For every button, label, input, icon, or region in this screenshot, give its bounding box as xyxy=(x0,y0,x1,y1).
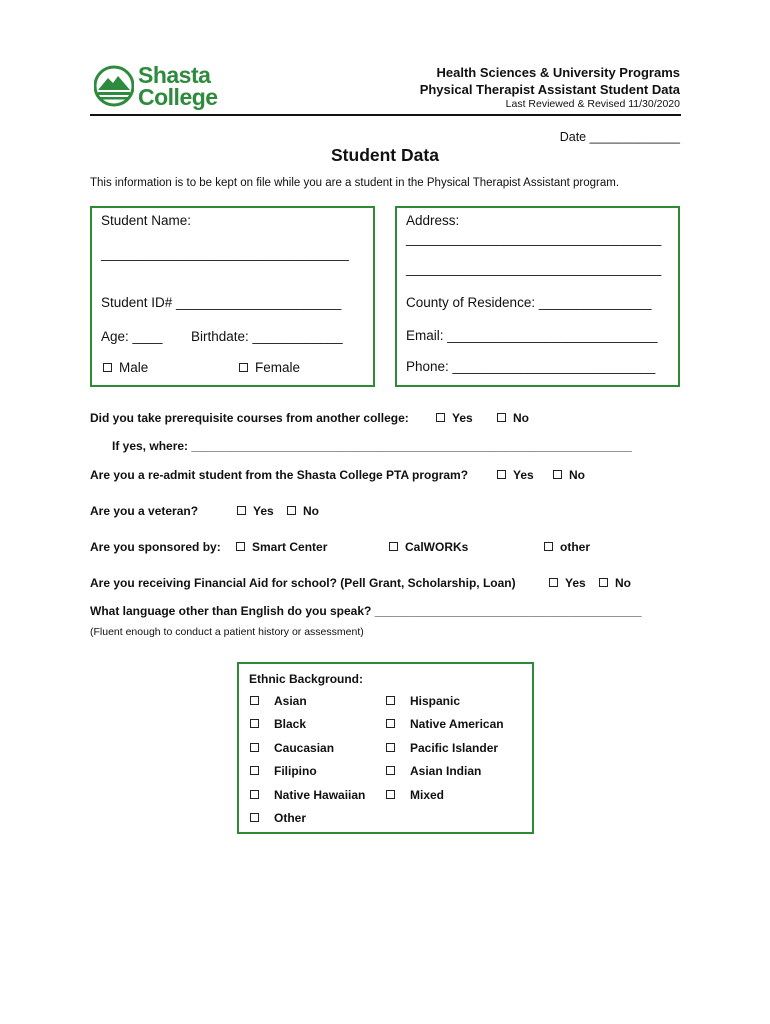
ethnic-label: Asian Indian xyxy=(410,764,482,778)
finaid-no-option[interactable] xyxy=(599,576,631,590)
ethnic-label: Asian xyxy=(274,694,307,708)
ethnic-option-other[interactable] xyxy=(250,811,306,825)
ethnic-option-black[interactable] xyxy=(250,717,306,731)
prereq-no-label: No xyxy=(513,411,529,425)
smart-center-option[interactable] xyxy=(236,540,327,554)
student-name-field[interactable]: _________________________________ xyxy=(101,246,349,261)
ethnic-option-native-hawaiian[interactable] xyxy=(250,788,365,802)
veteran-question: Are you a veteran? xyxy=(90,504,199,518)
finaid-yes-label: Yes xyxy=(565,576,586,590)
other-sponsor-label: other xyxy=(560,540,590,554)
calworks-option[interactable] xyxy=(389,540,468,554)
ethnic-label: Hispanic xyxy=(410,694,461,708)
ethnic-option-mixed[interactable] xyxy=(386,788,444,802)
language-note: (Fluent enough to conduct a patient history or assessment) xyxy=(90,626,364,638)
ethnic-label: Other xyxy=(274,811,307,825)
other-sponsor-checkbox[interactable] xyxy=(544,542,553,551)
veteran-no-label: No xyxy=(303,504,319,518)
other-sponsor-option[interactable] xyxy=(544,540,590,554)
county-field[interactable]: County of Residence: _______________ xyxy=(406,295,652,310)
veteran-yes-label: Yes xyxy=(253,504,274,518)
ethnic-checkbox[interactable] xyxy=(250,743,259,752)
finaid-no-checkbox[interactable] xyxy=(599,578,608,587)
male-checkbox[interactable] xyxy=(103,363,112,372)
ethnic-checkbox[interactable] xyxy=(250,813,259,822)
student-name-label: Student Name: xyxy=(101,213,192,228)
prereq-yes-option[interactable] xyxy=(436,411,473,425)
male-label: Male xyxy=(119,360,149,375)
ethnic-label: Caucasian xyxy=(274,741,335,755)
ethnic-label: Filipino xyxy=(274,764,317,778)
header-department: Health Sciences & University Programs xyxy=(436,65,680,80)
ethnic-option-asian-indian[interactable] xyxy=(386,764,481,778)
veteran-yes-option[interactable] xyxy=(237,504,274,518)
readmit-no-label: No xyxy=(569,468,585,482)
address-line-2[interactable]: __________________________________ xyxy=(406,261,662,276)
ethnic-label: Native Hawaiian xyxy=(274,788,366,802)
readmit-no-option[interactable] xyxy=(553,468,585,482)
ethnic-option-native-american[interactable] xyxy=(386,717,504,731)
veteran-yes-checkbox[interactable] xyxy=(237,506,246,515)
ethnic-label: Mixed xyxy=(410,788,445,802)
veteran-no-checkbox[interactable] xyxy=(287,506,296,515)
student-id-field[interactable]: Student ID# ______________________ xyxy=(101,295,342,310)
readmit-question: Are you a re-admit student from the Shasta College PTA program? xyxy=(90,468,469,482)
calworks-checkbox[interactable] xyxy=(389,542,398,551)
ethnic-checkbox[interactable] xyxy=(250,696,259,705)
prereq-yes-label: Yes xyxy=(452,411,473,425)
header-form-name: Physical Therapist Assistant Student Data xyxy=(419,82,680,97)
prereq-question: Did you take prerequisite courses from another college: xyxy=(90,411,409,425)
intro-text: This information is to be kept on file while you are a student in the Physical Therapist Assistant program. xyxy=(90,177,620,189)
if-yes-where-field[interactable]: If yes, where: __________________________________________________________________ xyxy=(112,439,632,453)
email-field[interactable]: Email: ____________________________ xyxy=(406,328,658,343)
ethnic-checkbox[interactable] xyxy=(386,696,395,705)
finaid-yes-checkbox[interactable] xyxy=(549,578,558,587)
female-option[interactable] xyxy=(239,360,300,375)
ethnic-checkbox[interactable] xyxy=(250,790,259,799)
male-option[interactable] xyxy=(103,360,148,375)
veteran-no-option[interactable] xyxy=(287,504,319,518)
page-title: Student Data xyxy=(331,145,439,165)
readmit-yes-label: Yes xyxy=(513,468,534,482)
smart-center-label: Smart Center xyxy=(252,540,328,554)
ethnic-checkbox[interactable] xyxy=(250,766,259,775)
address-label: Address: xyxy=(406,213,460,228)
ethnic-option-hispanic[interactable] xyxy=(386,694,460,708)
prereq-no-checkbox[interactable] xyxy=(497,413,506,422)
sponsored-question: Are you sponsored by: xyxy=(90,540,221,554)
phone-field[interactable]: Phone: ___________________________ xyxy=(406,359,656,374)
ethnic-checkbox[interactable] xyxy=(386,743,395,752)
ethnic-option-filipino[interactable] xyxy=(250,764,317,778)
readmit-yes-option[interactable] xyxy=(497,468,534,482)
language-field[interactable]: What language other than English do you speak? ________________________________________ xyxy=(90,604,642,618)
logo-text-college: College xyxy=(138,84,218,110)
readmit-yes-checkbox[interactable] xyxy=(497,470,506,479)
ethnic-label: Black xyxy=(274,717,307,731)
ethnic-option-pacific-islander[interactable] xyxy=(386,741,498,755)
prereq-yes-checkbox[interactable] xyxy=(436,413,445,422)
age-field[interactable]: Age: ____ xyxy=(101,329,163,344)
logo-mountain-icon xyxy=(94,64,134,108)
header-revision-date: Last Reviewed & Revised 11/30/2020 xyxy=(505,98,680,110)
ethnic-background-title: Ethnic Background: xyxy=(249,672,364,686)
ethnic-label: Native American xyxy=(410,717,504,731)
ethnic-label: Pacific Islander xyxy=(410,741,499,755)
female-label: Female xyxy=(255,360,301,375)
finaid-yes-option[interactable] xyxy=(549,576,586,590)
finaid-question: Are you receiving Financial Aid for school? (Pell Grant, Scholarship, Loan) xyxy=(90,576,516,590)
student-info-box xyxy=(90,206,375,387)
readmit-no-checkbox[interactable] xyxy=(553,470,562,479)
ethnic-checkbox[interactable] xyxy=(386,719,395,728)
prereq-no-option[interactable] xyxy=(497,411,529,425)
contact-info-box xyxy=(395,206,680,387)
female-checkbox[interactable] xyxy=(239,363,248,372)
ethnic-checkbox[interactable] xyxy=(250,719,259,728)
logo-text-shasta: Shasta xyxy=(138,62,211,88)
date-field[interactable]: Date _____________ xyxy=(559,130,680,144)
address-line-1[interactable]: __________________________________ xyxy=(406,231,662,246)
ethnic-option-asian[interactable] xyxy=(250,694,307,708)
ethnic-option-caucasian[interactable] xyxy=(250,741,334,755)
calworks-label: CalWORKs xyxy=(405,540,469,554)
ethnic-checkbox[interactable] xyxy=(386,766,395,775)
birthdate-field[interactable]: Birthdate: ____________ xyxy=(191,329,343,344)
smart-center-checkbox[interactable] xyxy=(236,542,245,551)
ethnic-background-box xyxy=(237,662,534,834)
ethnic-checkbox[interactable] xyxy=(386,790,395,799)
shasta-college-logo xyxy=(94,64,244,114)
header-divider xyxy=(90,114,681,116)
finaid-no-label: No xyxy=(615,576,631,590)
